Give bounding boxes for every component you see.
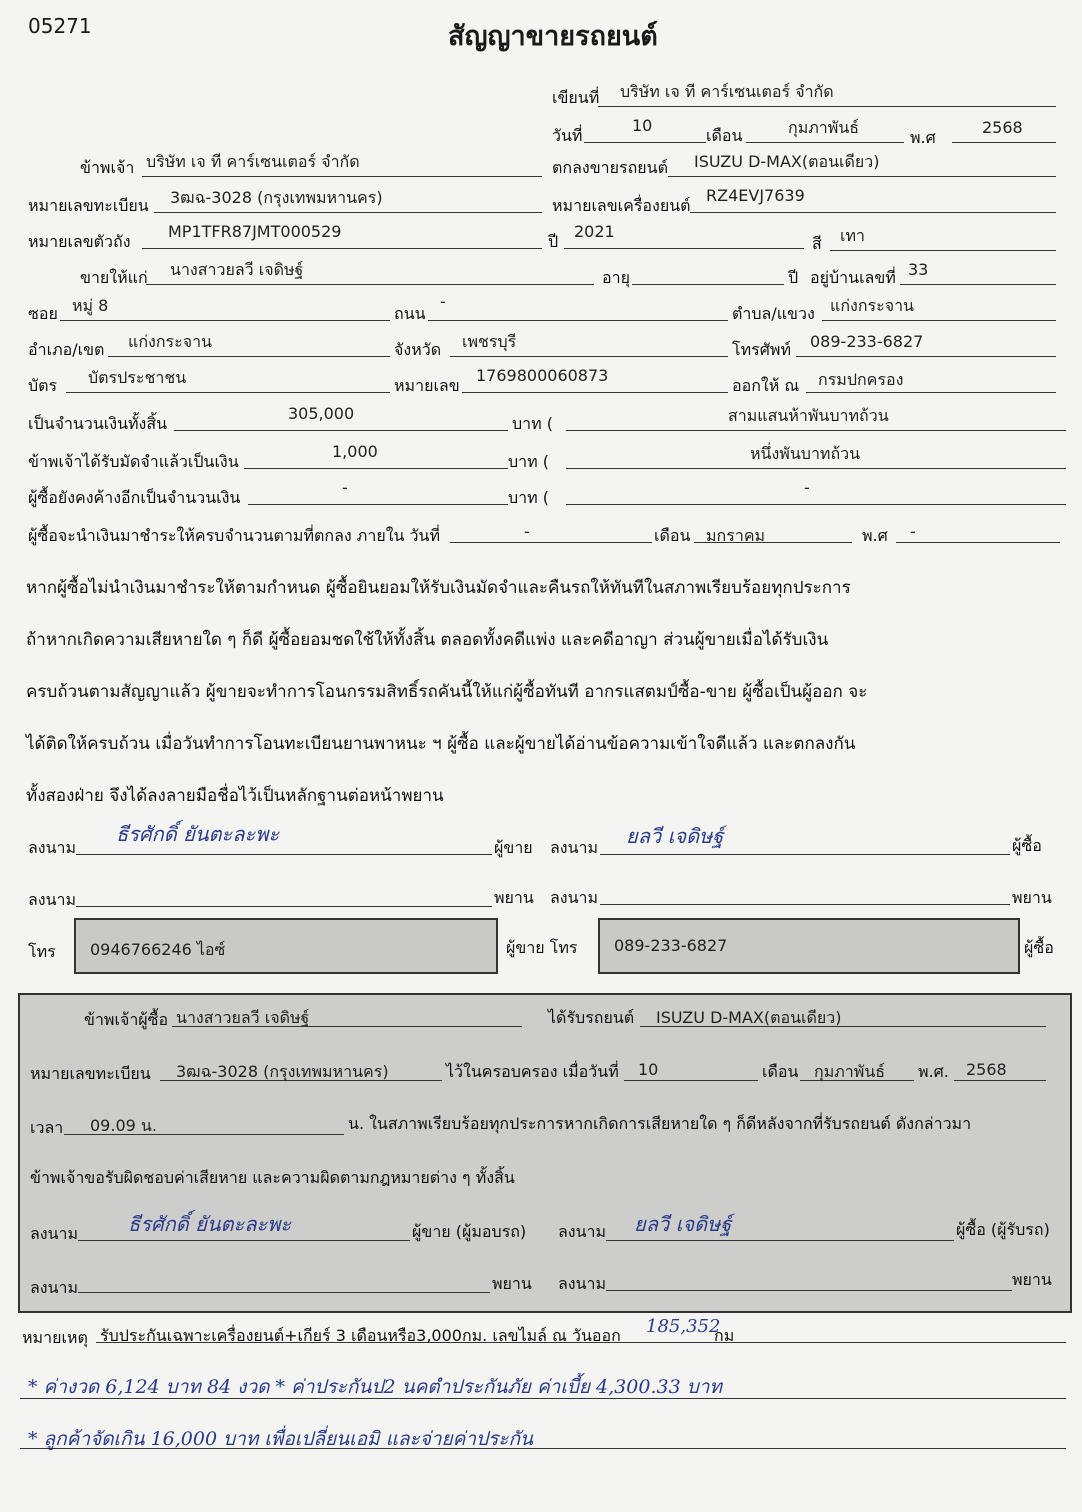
due-label: ผู้ซื้อจะนำเงินมาชำระให้ครบจำนวนตามที่ตกลง ภายใน วันที่: [28, 526, 441, 545]
deposit-words: หนึ่งพันบาทถ้วน: [750, 444, 861, 463]
agree-sell-value: ISUZU D-MAX(ตอนเดียว): [694, 152, 880, 171]
deposit-label: ข้าพเจ้าได้รับมัดจำแล้วเป็นเงิน: [28, 452, 239, 471]
receipt-sign-label-witness-1: ลงนาม: [30, 1278, 79, 1297]
sign-label-buyer: ลงนาม: [550, 838, 599, 857]
seller-phone: 0946766246 ไอซ์: [90, 940, 226, 959]
remark-label: หมายเหตุ: [22, 1328, 88, 1347]
province-value: เพชรบุรี: [462, 332, 517, 351]
receipt-buyer-role: ผู้ซื้อ (ผู้รับรถ): [956, 1220, 1050, 1239]
date-month-label: เดือน: [706, 126, 743, 145]
remain-words: -: [804, 478, 810, 497]
remain-baht-label: บาท (: [508, 488, 550, 507]
district-value: แก่งกระจาน: [128, 332, 212, 351]
seller-value: บริษัท เจ ที คาร์เซนเตอร์ จำกัด: [146, 152, 360, 171]
model-year-value: 2021: [574, 222, 615, 241]
due-year-label: พ.ศ: [862, 526, 888, 545]
sign-label-witness-1: ลงนาม: [28, 890, 77, 909]
date-year: 2568: [982, 118, 1023, 137]
card-value: บัตรประชาชน: [88, 368, 187, 387]
soi-value: หมู่ 8: [72, 296, 109, 315]
house-no: 33: [908, 260, 929, 279]
receipt-month-label: เดือน: [762, 1062, 799, 1081]
date-day: 10: [632, 116, 653, 135]
terms-line-2: ถ้าหากเกิดความเสียหายใด ๆ ก็ดี ผู้ซื้อยอมชดใช้ให้ทั้งสิ้น ตลอดทั้งคดีแพ่ง และคดีอาญา ส่วนผู้ขายเมื่อได้รับเงิน: [26, 630, 829, 650]
issued-label: ออกให้ ณ: [732, 376, 800, 395]
receipt-witness-role-2: พยาน: [1012, 1270, 1052, 1289]
color-value: เทา: [840, 226, 865, 245]
total-value: 305,000: [288, 404, 355, 423]
due-month-label: เดือน: [654, 526, 691, 545]
page-title: สัญญาขายรถยนต์: [448, 21, 658, 52]
sign-label-witness-2: ลงนาม: [550, 888, 599, 907]
registration-value: 3ฒฉ-3028 (กรุงเทพมหานคร): [170, 188, 383, 207]
written-at-value: บริษัท เจ ที คาร์เซนเตอร์ จำกัด: [620, 82, 834, 101]
receipt-buyer-label: ข้าพเจ้าผู้ซื้อ: [84, 1010, 169, 1029]
total-label: เป็นจำนวนเงินทั้งสิ้น: [28, 414, 168, 433]
remain-value: -: [342, 478, 348, 497]
model-year-label: ปี: [548, 232, 559, 251]
date-day-label: วันที่: [552, 126, 583, 145]
receipt-seller-signature: ธีรศักดิ์ ยันตะละพะ: [128, 1212, 292, 1236]
receipt-clause-1: น. ในสภาพเรียบร้อยทุกประการหากเกิดการเสียหายใด ๆ ก็ดีหลังจากที่รับรถยนต์ ดังกล่าวมา: [348, 1114, 972, 1133]
age-label: อายุ: [602, 268, 630, 287]
date-month: กุมภาพันธ์: [788, 118, 860, 137]
total-baht-label: บาท (: [512, 414, 554, 433]
seller-signature: ธีรศักดิ์ ยันตะละพะ: [116, 822, 280, 846]
remain-label: ผู้ซื้อยังคงค้างอีกเป็นจำนวนเงิน: [28, 488, 241, 507]
witness-role-2: พยาน: [1012, 888, 1052, 907]
deposit-baht-label: บาท (: [508, 452, 550, 471]
due-day: -: [524, 522, 530, 541]
written-at-label: เขียนที่: [552, 88, 600, 107]
terms-line-4: ได้ติดให้ครบถ้วน เมื่อวันทำการโอนทะเบียนยานพาหนะ ฯ ผู้ซื้อ และผู้ขายได้อ่านข้อความเข้าใจดีแล้ว และตกลงกัน: [26, 734, 856, 754]
remark-mileage: 185,352: [646, 1316, 721, 1337]
receipt-box: [18, 993, 1072, 1313]
subdistrict-label: ตำบล/แขวง: [732, 304, 815, 323]
phone-label: โทรศัพท์: [732, 340, 791, 359]
phone-value: 089-233-6827: [810, 332, 924, 351]
remark-text: รับประกันเฉพาะเครื่องยนต์+เกียร์ 3 เดือนหรือ3,000กม. เลขไมล์ ณ วันออก: [100, 1326, 621, 1345]
house-label: อยู่บ้านเลขที่: [810, 268, 896, 287]
buyer-value: นางสาวยลวี เจดิษฐ์: [170, 260, 304, 279]
receipt-day: 10: [638, 1060, 659, 1079]
road-value: -: [440, 292, 446, 311]
buyer-phone-role: ผู้ซื้อ: [1024, 938, 1054, 957]
buyer-role-label: ผู้ซื้อ: [1012, 836, 1042, 855]
receipt-reg: 3ฒฉ-3028 (กรุงเทพมหานคร): [176, 1062, 389, 1081]
terms-line-1: หากผู้ซื้อไม่นำเงินมาชำระให้ตามกำหนด ผู้ซื้อยินยอมให้รับเงินมัดจำและคืนรถให้ทันทีในสภาพเรียบร้อยทุกประการ: [26, 578, 851, 598]
engine-no-label: หมายเลขเครื่องยนต์: [552, 196, 691, 215]
engine-no-value: RZ4EVJ7639: [706, 186, 805, 205]
receipt-sign-label-buyer: ลงนาม: [558, 1222, 607, 1241]
road-label: ถนน: [394, 304, 426, 323]
receipt-time: 09.09 น.: [90, 1116, 157, 1135]
soi-label: ซอย: [28, 304, 58, 323]
remark-unit: กม: [714, 1326, 735, 1345]
sign-label-seller: ลงนาม: [28, 838, 77, 857]
buyer-phone: 089-233-6827: [614, 936, 728, 955]
seller-phone-label: ผู้ขาย โทร: [506, 938, 578, 957]
receipt-possess-label: ไว้ในครอบครอง เมื่อวันที่: [446, 1062, 619, 1081]
chassis-no-label: หมายเลขตัวถัง: [28, 232, 131, 251]
receipt-buyer: นางสาวยลวี เจดิษฐ์: [176, 1008, 310, 1027]
due-year: -: [910, 522, 916, 541]
seller-role-label: ผู้ขาย: [494, 838, 533, 857]
phone-label-left: โทร: [28, 942, 56, 961]
registration-label: หมายเลขทะเบียน: [28, 196, 149, 215]
issued-value: กรมปกครอง: [818, 370, 904, 389]
document-number: 05271: [28, 14, 92, 38]
id-number-value: 1769800060873: [476, 366, 609, 385]
buyer-label: ขายให้แก่: [80, 268, 148, 287]
due-month: มกราคม: [706, 526, 766, 545]
receipt-year: 2568: [966, 1060, 1007, 1079]
id-number-label: หมายเลข: [394, 376, 460, 395]
remark-handwritten-1: * ค่างวด 6,124 บาท 84 งวด * ค่าประกันป2 นคตำประกันภัย ค่าเบี้ย 4,300.33 บาท: [28, 1376, 722, 1398]
receipt-time-label: เวลา: [30, 1118, 64, 1137]
date-year-label: พ.ศ: [910, 128, 936, 147]
receipt-buyer-signature: ยลวี เจดิษฐ์: [634, 1212, 732, 1236]
district-label: อำเภอ/เขต: [28, 340, 105, 359]
seller-label: ข้าพเจ้า: [80, 158, 135, 177]
receipt-sign-label-seller: ลงนาม: [30, 1224, 79, 1243]
province-label: จังหวัด: [394, 340, 442, 359]
agree-sell-label: ตกลงขายรถยนต์: [552, 158, 668, 177]
witness-role-1: พยาน: [494, 888, 534, 907]
receipt-received: ISUZU D-MAX(ตอนเดียว): [656, 1008, 842, 1027]
receipt-seller-role: ผู้ขาย (ผู้มอบรถ): [412, 1222, 527, 1241]
terms-line-3: ครบถ้วนตามสัญญาแล้ว ผู้ขายจะทำการโอนกรรมสิทธิ์รถคันนี้ให้แก่ผู้ซื้อทันที อากรแสตมป์ซื้อ-ขาย ผู้ซื้อเป็นผู้ออก จะ: [26, 682, 868, 702]
chassis-no-value: MP1TFR87JMT000529: [168, 222, 342, 241]
receipt-witness-role-1: พยาน: [492, 1274, 532, 1293]
color-label: สี: [812, 234, 822, 253]
remark-handwritten-2: * ลูกค้าจัดเกิน 16,000 บาท เพื่อเปลี่ยนเอมิ และจ่ายค่าประกัน: [28, 1428, 533, 1450]
deposit-value: 1,000: [332, 442, 378, 461]
total-words: สามแสนห้าพันบาทถ้วน: [728, 406, 889, 425]
receipt-received-label: ได้รับรถยนต์: [548, 1008, 635, 1027]
subdistrict-value: แก่งกระจาน: [830, 296, 914, 315]
terms-line-5: ทั้งสองฝ่าย จึงได้ลงลายมือชื่อไว้เป็นหลักฐานต่อหน้าพยาน: [26, 786, 444, 806]
receipt-sign-label-witness-2: ลงนาม: [558, 1274, 607, 1293]
age-year-label: ปี: [788, 268, 799, 287]
card-label: บัตร: [28, 376, 58, 395]
receipt-clause-2: ข้าพเจ้าขอรับผิดชอบค่าเสียหาย และความผิดตามกฎหมายต่าง ๆ ทั้งสิ้น: [30, 1168, 515, 1187]
buyer-signature: ยลวี เจดิษฐ์: [626, 824, 724, 848]
receipt-year-label: พ.ศ.: [918, 1062, 949, 1081]
receipt-month: กุมภาพันธ์: [814, 1062, 886, 1081]
receipt-reg-label: หมายเลขทะเบียน: [30, 1064, 151, 1083]
